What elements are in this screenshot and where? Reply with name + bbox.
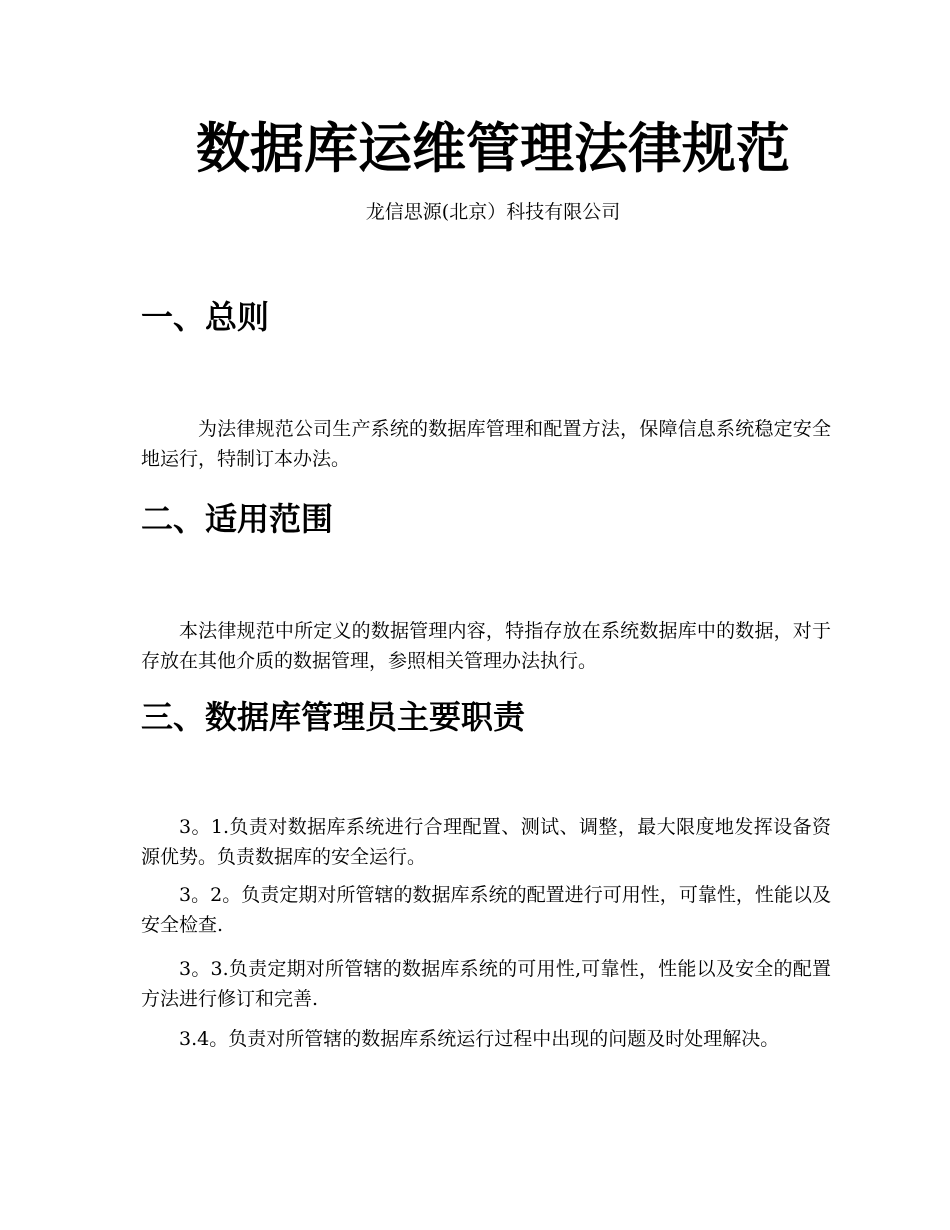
paragraph-general-purpose: 为法律规范公司生产系统的数据库管理和配置方法，保障信息系统稳定安全地运行，特制订本办法。	[141, 418, 831, 470]
document-title: 数据库运维管理法律规范	[196, 116, 790, 180]
section-heading-general: 一、总则	[141, 298, 270, 336]
document-subtitle: 龙信思源(北京）科技有限公司	[365, 201, 621, 223]
paragraph-duty-3-4: 3.4。负责对所管辖的数据库系统运行过程中出现的问题及时处理解决。	[179, 1028, 780, 1050]
section-heading-dba-duties: 三、数据库管理员主要职责	[141, 698, 526, 736]
paragraph-duty-3-3: 3。3.负责定期对所管辖的数据库系统的可用性,可靠性，性能以及安全的配置方法进行修订和完善.	[141, 958, 831, 1010]
paragraph-duty-3-2: 3。2。负责定期对所管辖的数据库系统的配置进行可用性，可靠性，性能以及安全检查.	[141, 884, 831, 936]
paragraph-scope: 本法律规范中所定义的数据管理内容，特指存放在系统数据库中的数据，对于存放在其他介质的数据管理，参照相关管理办法执行。	[141, 620, 831, 672]
section-heading-scope: 二、适用范围	[141, 500, 334, 538]
paragraph-duty-3-1: 3。1.负责对数据库系统进行合理配置、测试、调整，最大限度地发挥设备资源优势。负责数据库的安全运行。	[141, 816, 831, 868]
